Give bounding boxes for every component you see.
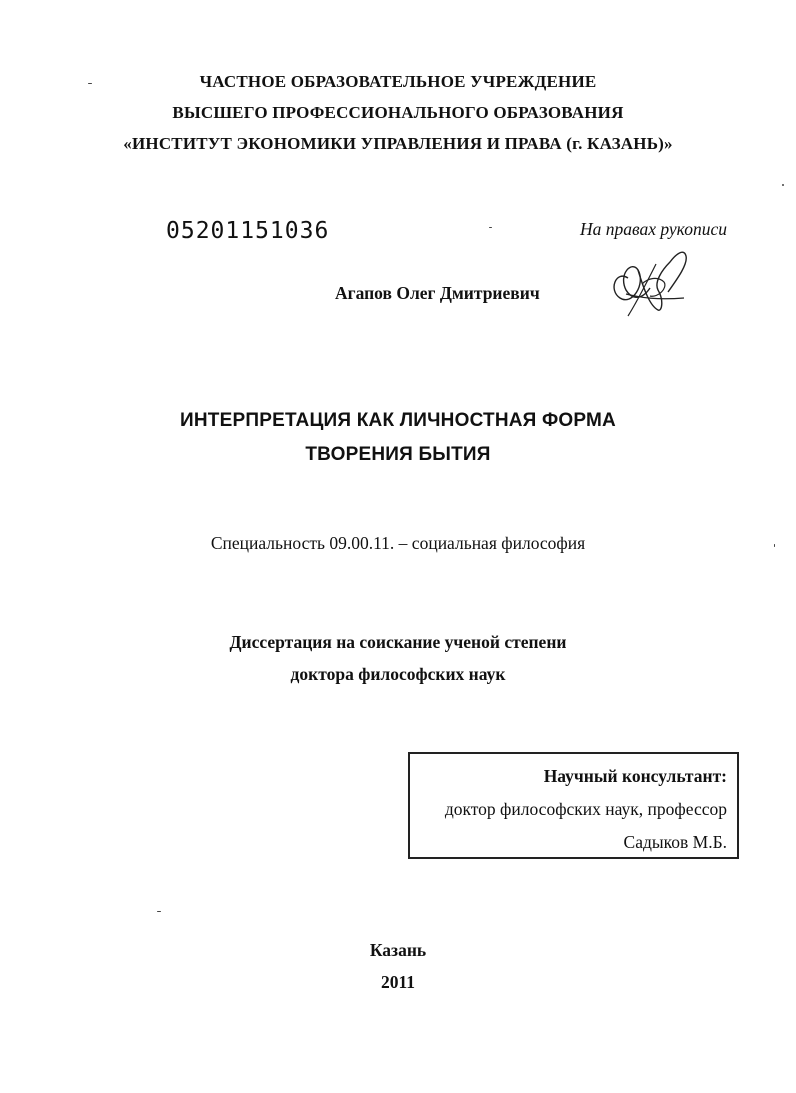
dissertation-title <box>0 404 796 472</box>
consultant-degree: доктор философских наук, профессор <box>444 799 727 819</box>
signature-icon <box>598 240 698 320</box>
institution-line-3: «ИНСТИТУТ ЭКОНОМИКИ УПРАВЛЕНИЯ И ПРАВА (г. КАЗАНЬ)» <box>123 134 673 153</box>
year: 2011 <box>380 972 416 992</box>
consultant-box <box>408 752 739 859</box>
institution-line-2: ВЫСШЕГО ПРОФЕССИОНАЛЬНОГО ОБРАЗОВАНИЯ <box>172 103 624 122</box>
institution-header <box>0 66 796 159</box>
author-name: Агапов Олег Дмитриевич <box>335 283 540 303</box>
scan-speck <box>782 184 784 186</box>
scan-speck <box>157 911 161 912</box>
degree-statement <box>0 626 796 690</box>
scan-speck <box>774 544 775 547</box>
catalog-number: 05201151036 <box>166 218 330 244</box>
scan-speck <box>489 227 492 228</box>
city: Казань <box>369 940 427 960</box>
degree-line-2: доктора философских наук <box>290 664 506 684</box>
title-line-2: ТВОРЕНИЯ БЫТИЯ <box>305 444 491 465</box>
footer <box>0 934 796 998</box>
specialty: Специальность 09.00.11. – социальная философия <box>210 533 586 553</box>
consultant-heading: Научный консультант: <box>543 766 727 786</box>
institution-line-1: ЧАСТНОЕ ОБРАЗОВАТЕЛЬНОЕ УЧРЕЖДЕНИЕ <box>199 72 597 91</box>
title-line-1: ИНТЕРПРЕТАЦИЯ КАК ЛИЧНОСТНАЯ ФОРМА <box>180 410 616 431</box>
rights-note: На правах рукописи <box>580 219 727 239</box>
degree-line-1: Диссертация на соискание ученой степени <box>229 632 567 652</box>
consultant-name: Садыков М.Б. <box>623 832 727 852</box>
scan-speck <box>88 83 92 84</box>
